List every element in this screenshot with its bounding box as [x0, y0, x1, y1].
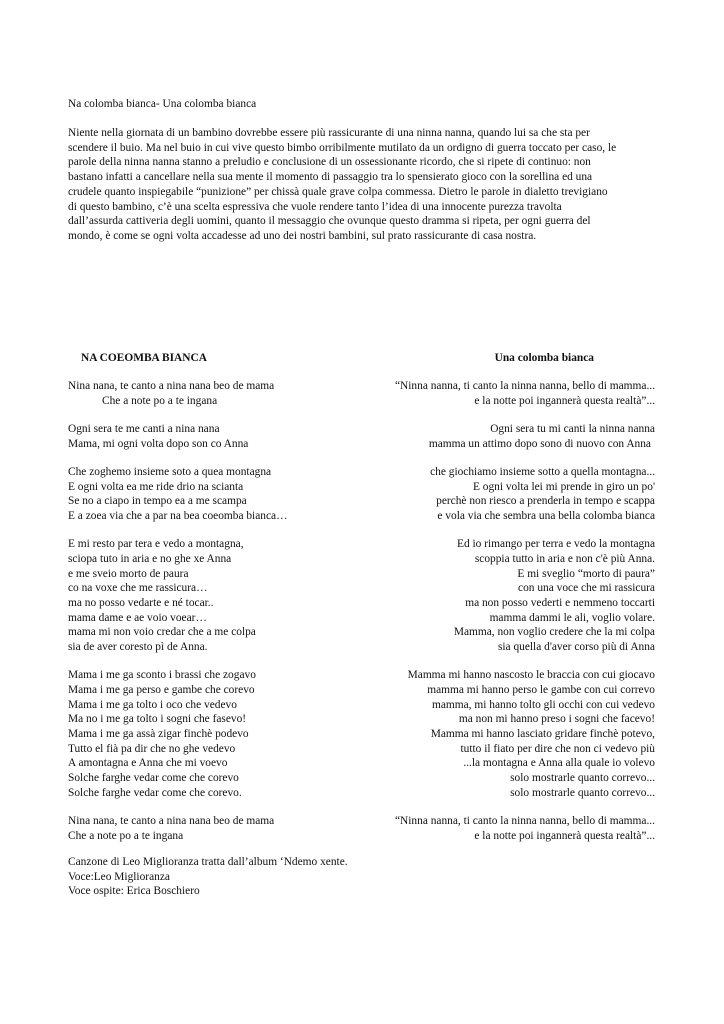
lyric-line: Ed io rimango per terra e vedo la montagna [457, 538, 655, 551]
lyric-line: co na voxe che me rassicura… [68, 582, 208, 595]
italian-stanza [325, 537, 655, 655]
lyric-line: Solche farghe vedar come che corevo. [68, 786, 242, 799]
lyric-line: e la notte poi ingannerà questa realtà”... [474, 829, 655, 842]
lyric-line: E mi sveglio “morto di paura” [517, 567, 655, 580]
lyric-line: Che a note po a te ingana [102, 394, 218, 407]
lyric-line: E a zoea via che a par na bea coeomba bianca… [68, 509, 288, 522]
lyric-line: e la notte poi ingannerà questa realtà”... [474, 394, 655, 407]
dialect-stanza [68, 465, 368, 524]
italian-stanza [325, 465, 655, 524]
lyric-line: e vola via che sembra una bella colomba bianca [437, 509, 655, 522]
lyric-line: Mamma mi hanno lasciato gridare finchè potevo, [430, 728, 655, 741]
italian-stanza [325, 379, 655, 408]
lyric-line: Ogni sera te me canti a nina nana [68, 422, 220, 435]
lyric-line: mamma, mi hanno tolto gli occhi con cui vedevo [431, 698, 655, 711]
lyric-line: “Ninna nanna, ti canto la ninna nanna, bello di mamma... [394, 815, 655, 828]
lyric-line: Se no a ciapo in tempo ea a me scampa [68, 495, 247, 508]
lyric-line: e me sveio morto de paura [68, 567, 189, 580]
dialect-lyrics-column [68, 379, 368, 857]
intro-line: Niente nella giornata di un bambino dovrebbe essere più rassicurante di una ninna nanna, quando lui sa che sta per [68, 127, 590, 139]
lyric-line: sia de aver coresto pì de Anna. [68, 641, 208, 654]
lyric-line: mama mi non voio credar che a me colpa [68, 626, 256, 639]
lyric-line: mamma un attimo dopo sono di nuovo con Anna [428, 437, 651, 450]
dialect-stanza [68, 814, 368, 843]
lyric-line: A amontagna e Anna che mi voevo [68, 757, 228, 770]
lyric-line: ma non posso vederti e nemmeno toccarti [465, 596, 655, 609]
dialect-stanza [68, 537, 368, 655]
lyric-line: ma no posso vedarte e né tocar.. [68, 596, 214, 609]
document-title: Na colomba bianca- Una colomba bianca [68, 98, 257, 110]
italian-stanza [325, 668, 655, 800]
lyric-line: Mamma, non voglio credere che la mi colpa [453, 626, 655, 639]
song-credits [68, 855, 348, 899]
lyric-line: mamma dammi le ali, voglio volare. [489, 611, 655, 624]
lyric-line: ma non mi hanno preso i sogni che facevo! [458, 713, 655, 726]
lyric-line: Ma no i me ga tolto i sogni che fasevo! [68, 713, 247, 726]
lyric-line: che giochiamo insieme sotto a quella montagna... [430, 465, 655, 478]
lyric-line: E mi resto par tera e vedo a montagna, [68, 538, 244, 551]
dialect-stanza [68, 379, 368, 408]
credit-line: Voce ospite: Erica Boschiero [68, 885, 200, 898]
lyric-line: Nina nana, te canto a nina nana beo de mama [68, 815, 275, 828]
dialect-stanza [68, 422, 368, 451]
lyric-line: Ogni sera tu mi canti la ninna nanna [490, 422, 655, 435]
lyric-line: E ogni volta lei mi prende in giro un po' [472, 480, 655, 493]
intro-line: crudele quanto inspiegabile “punizione” per chissà quale grave colpa commessa. Dietro le parole in dialetto trevigiano [68, 185, 608, 198]
intro-paragraph [68, 126, 660, 244]
lyric-line: “Ninna nanna, ti canto la ninna nanna, bello di mamma... [394, 380, 655, 392]
italian-lyrics-heading: Una colomba bianca [494, 352, 594, 364]
lyric-line: perchè non riesco a prenderla in tempo e scappa [436, 495, 655, 508]
lyric-line: con una voce che mi rassicura [518, 582, 655, 595]
italian-lyrics-column [325, 379, 655, 857]
lyric-line: mama dame e ae voio voear… [68, 611, 207, 624]
intro-line: dall’assurda cattiveria degli uomini, quanto il messaggio che ovunque questo dramma si ripeta, per ogni guerra del [68, 215, 591, 228]
lyric-line: Nina nana, te canto a nina nana beo de mama [68, 380, 275, 392]
lyric-line: solo mostrarle quanto correvo... [510, 786, 655, 799]
lyric-line: mamma mi hanno perso le gambe con cui correvo [427, 683, 655, 696]
lyric-line: tutto il fiato per dire che non ci vedevo più [460, 742, 655, 755]
intro-line: mondo, è come se ogni volta accadesse ad uno dei nostri bambini, sul prato rassicurante di casa nostra. [68, 229, 537, 242]
lyric-line: Solche farghe vedar come che corevo [68, 772, 239, 785]
lyric-line: solo mostrarle quanto correvo... [510, 772, 655, 785]
lyric-line: scoppia tutto in aria e non c'è più Anna. [474, 552, 655, 565]
italian-stanza [325, 422, 655, 451]
lyric-line: Che a note po a te ingana [68, 829, 184, 842]
lyric-line: sia quella d'aver corso più di Anna [497, 641, 655, 654]
lyric-line: ...la montagna e Anna alla quale io volevo [463, 757, 655, 770]
intro-line: di questo bambino, c’è una scelta espressiva che vuole rendere tanto l’idea di una innocente purezza travolta [68, 200, 562, 213]
lyric-line: Mamma mi hanno nascosto le braccia con cui giocavo [407, 669, 655, 682]
lyric-line: Che zoghemo insieme soto a quea montagna [68, 465, 272, 478]
dialect-stanza [68, 668, 368, 800]
intro-line: parole della ninna nanna stanno a preludio e conclusione di un ossessionante ricordo, che si ripete di continuo: non [68, 156, 591, 169]
dialect-lyrics-heading: NA COEOMBA BIANCA [81, 352, 207, 364]
credit-line: Voce:Leo Miglioranza [68, 870, 170, 883]
lyric-line: sciopa tuto in aria e no ghe xe Anna [68, 552, 232, 565]
lyric-line: Mama i me ga perso e gambe che corevo [68, 683, 255, 696]
lyric-line: Mama, mi ogni volta dopo son co Anna [68, 437, 249, 450]
credit-line: Canzone di Leo Miglioranza tratta dall’album ‘Ndemo xente. [68, 856, 348, 868]
lyric-line: Mama i me ga assà zigar finchè podevo [68, 728, 249, 741]
italian-stanza [325, 814, 655, 843]
intro-line: scendere il buio. Ma nel buio in cui vive questo bimbo orribilmente mutilato da un ordigno di guerra toccato per caso, le [68, 141, 617, 154]
lyric-line: Tutto el fià pa dir che no ghe vedevo [68, 742, 236, 755]
intro-line: bastano infatti a cancellare nella sua mente il momento di passaggio tra lo spensierato gioco con la sorellina ed una [68, 171, 593, 184]
lyric-line: E ogni volta ea me ride drio na scianta [68, 480, 244, 493]
lyric-line: Mama i me ga tolto i oco che vedevo [68, 698, 237, 711]
lyric-line: Mama i me ga sconto i brassi che zogavo [68, 669, 256, 682]
